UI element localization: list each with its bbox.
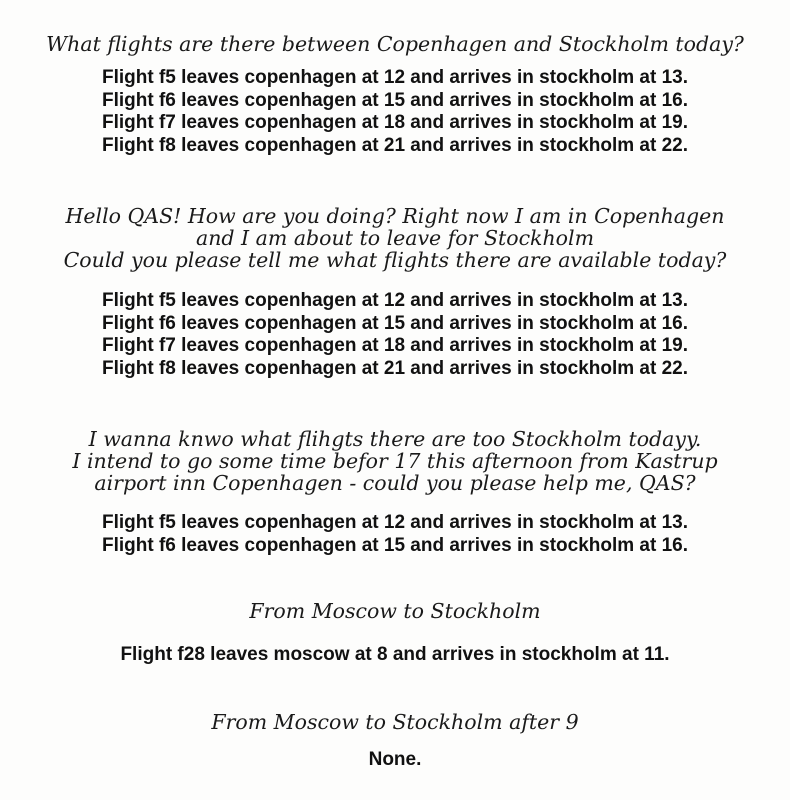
query-5 bbox=[0, 711, 790, 733]
query-2 bbox=[0, 205, 790, 271]
query-1 bbox=[0, 33, 790, 55]
answer-line: Flight f6 leaves copenhagen at 15 and arrives in stockholm at 16. bbox=[101, 89, 689, 111]
answer-line: Flight f7 leaves copenhagen at 18 and arrives in stockholm at 19. bbox=[101, 112, 689, 133]
answer-list-4 bbox=[0, 644, 790, 667]
answer-list-3 bbox=[0, 512, 790, 557]
answer-line: Flight f5 leaves copenhagen at 12 and arrives in stockholm at 13. bbox=[101, 67, 689, 88]
answer-line: Flight f28 leaves moscow at 8 and arrives in stockholm at 11. bbox=[120, 644, 670, 665]
query-line: and I am about to leave for Stockholm bbox=[195, 226, 595, 250]
query-line: What flights are there between Copenhagen and Stockholm today? bbox=[46, 32, 744, 56]
query-line: I wanna knwo what flihgts there are too Stockholm todayy. bbox=[88, 427, 702, 451]
answer-list-2 bbox=[0, 290, 790, 380]
answer-line: Flight f8 leaves copenhagen at 21 and arrives in stockholm at 22. bbox=[101, 134, 689, 156]
answer-list-1 bbox=[0, 67, 790, 157]
query-4 bbox=[0, 600, 790, 622]
answer-list-5 bbox=[0, 749, 790, 772]
answer-line: Flight f6 leaves copenhagen at 15 and arrives in stockholm at 16. bbox=[101, 312, 689, 334]
answer-line: Flight f7 leaves copenhagen at 18 and arrives in stockholm at 19. bbox=[101, 335, 689, 356]
answer-line: Flight f8 leaves copenhagen at 21 and arrives in stockholm at 22. bbox=[101, 357, 689, 379]
query-line: airport inn Copenhagen - could you please help me, QAS? bbox=[94, 471, 696, 495]
query-line: From Moscow to Stockholm bbox=[249, 599, 541, 623]
answer-line: None. bbox=[368, 749, 422, 770]
answer-line: Flight f5 leaves copenhagen at 12 and arrives in stockholm at 13. bbox=[101, 290, 689, 311]
answer-line: Flight f5 leaves copenhagen at 12 and arrives in stockholm at 13. bbox=[101, 512, 689, 533]
query-line: I intend to go some time befor 17 this afternoon from Kastrup bbox=[72, 449, 718, 473]
query-line: Hello QAS! How are you doing? Right now I am in Copenhagen bbox=[65, 204, 725, 228]
answer-line: Flight f6 leaves copenhagen at 15 and arrives in stockholm at 16. bbox=[101, 534, 689, 556]
query-line: Could you please tell me what flights there are available today? bbox=[63, 248, 727, 272]
query-line: From Moscow to Stockholm after 9 bbox=[211, 710, 579, 734]
query-3 bbox=[0, 428, 790, 494]
